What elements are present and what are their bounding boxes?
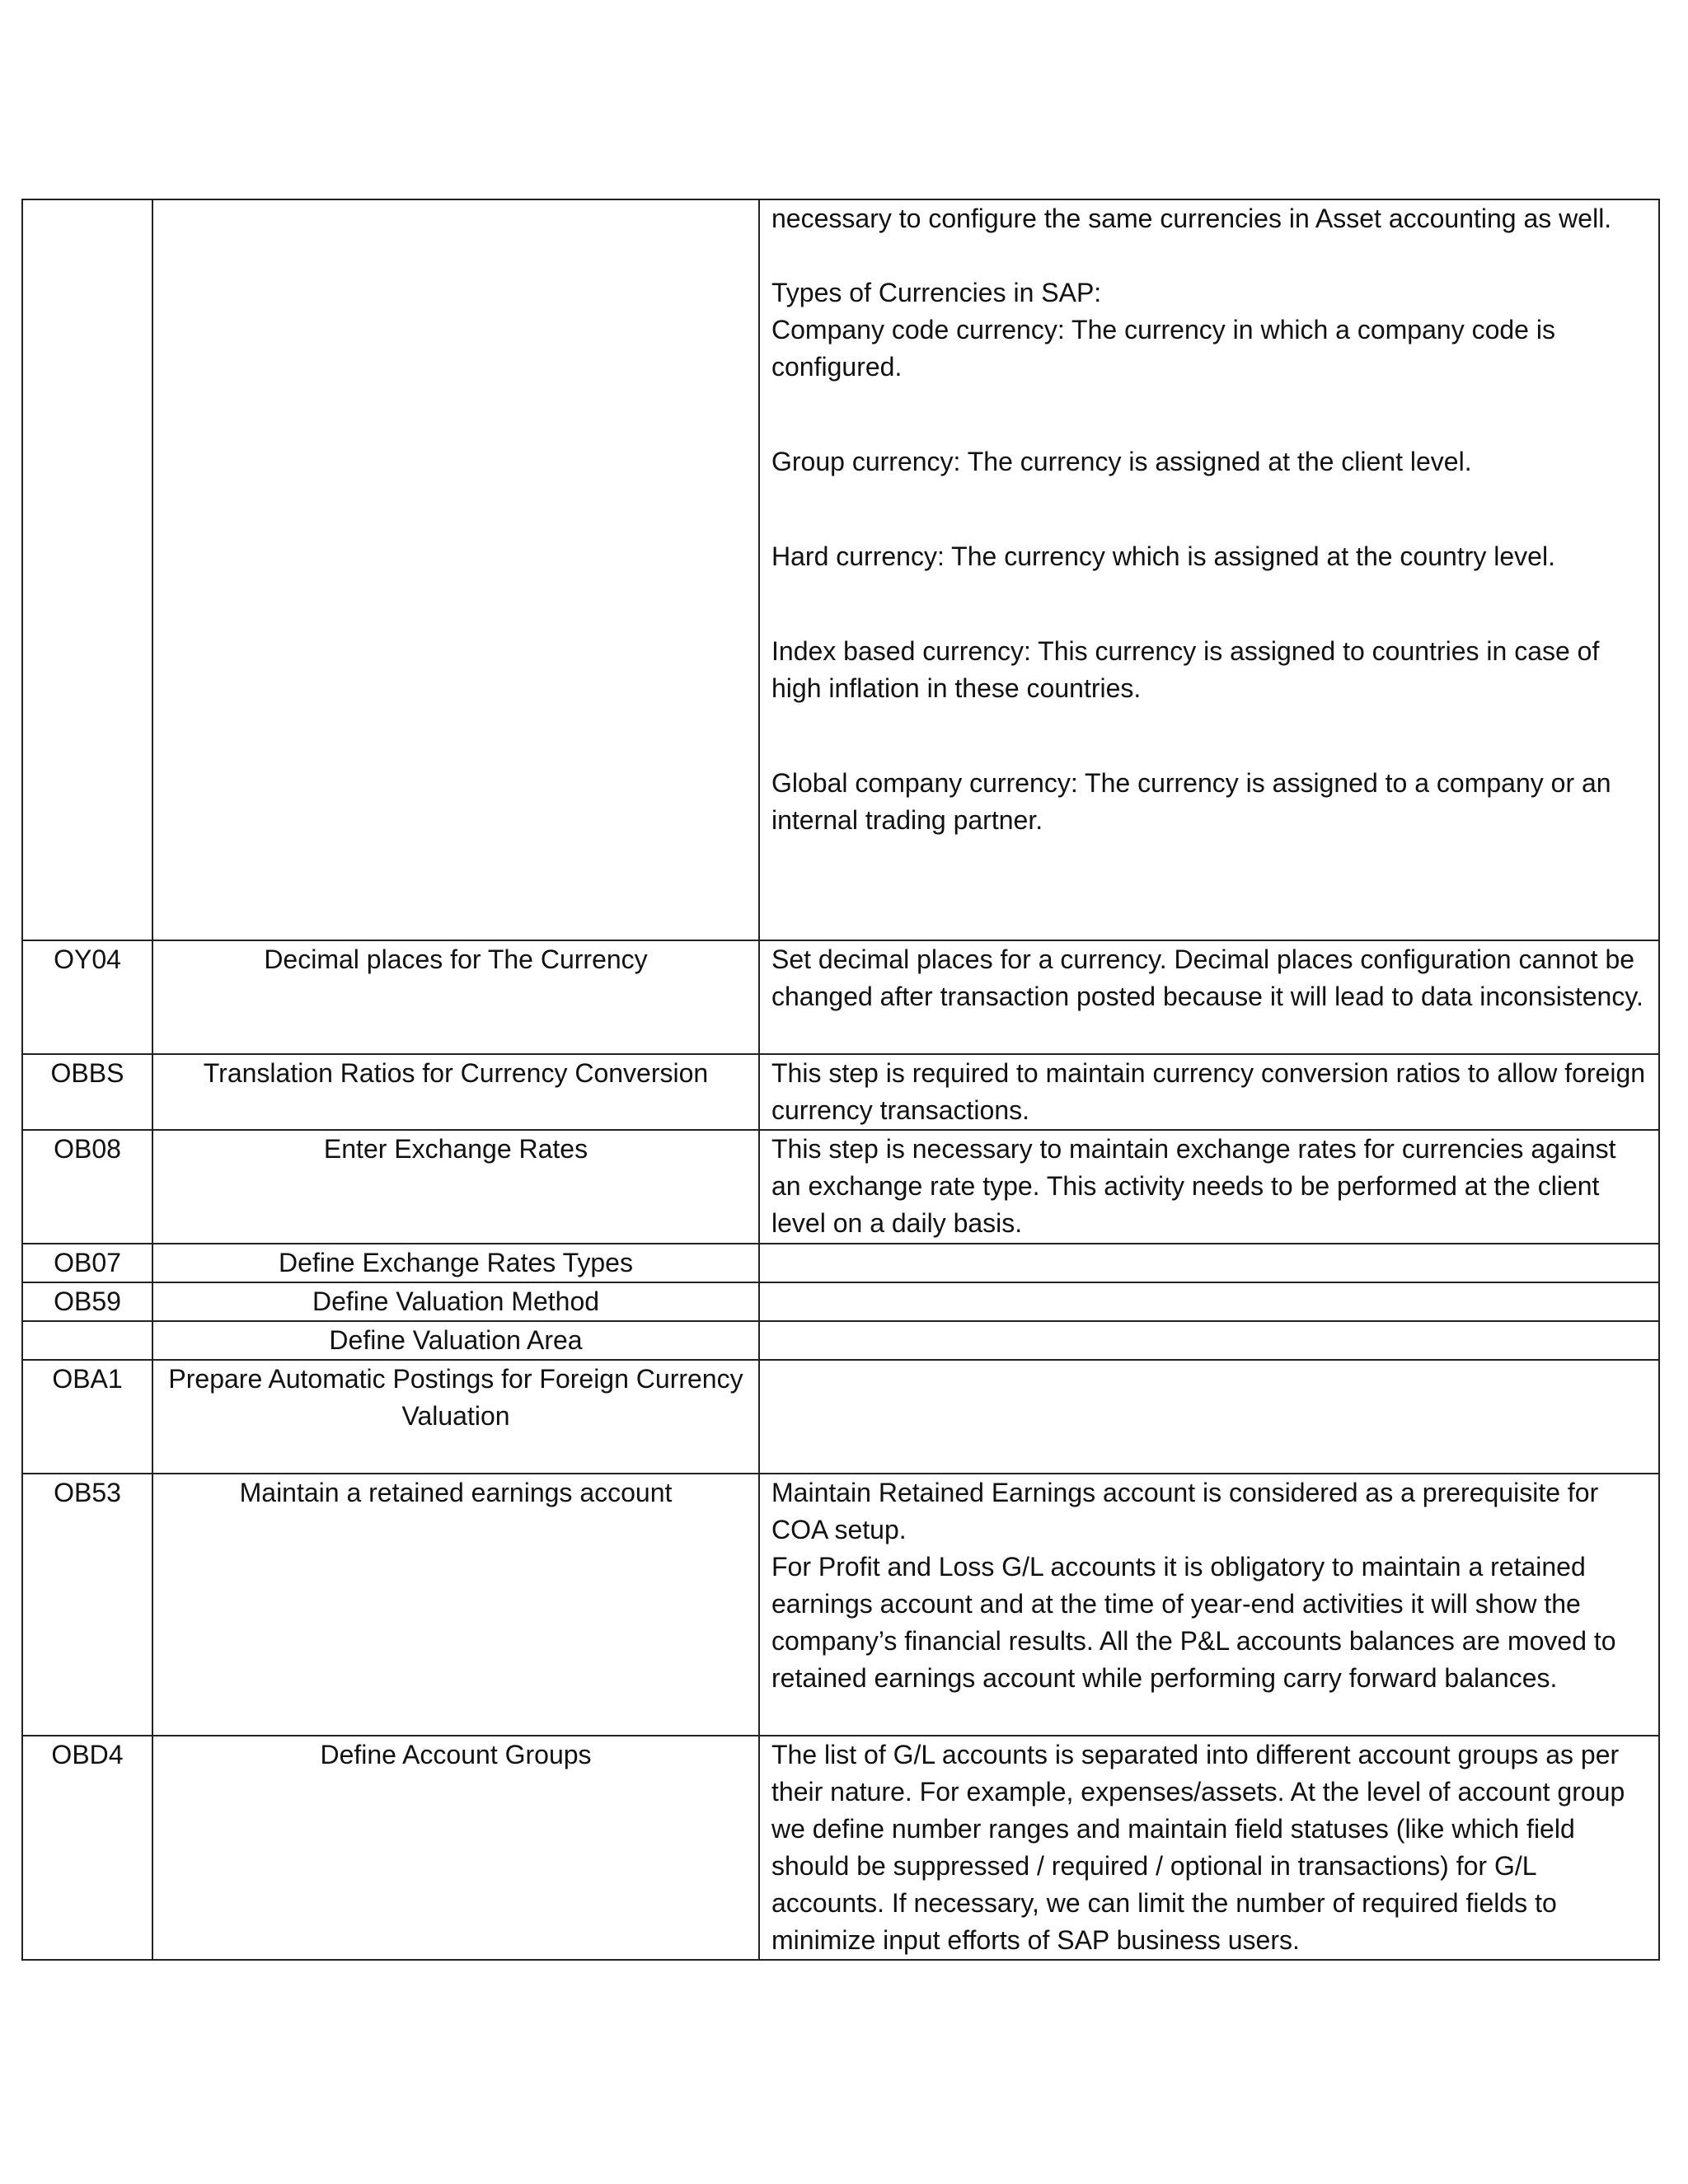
- description: [759, 940, 1659, 1054]
- transaction-code: OB53: [22, 1474, 152, 1736]
- description-text: The list of G/L accounts is separated into different account groups as per their nature. For example, expenses/assets. At the level of account group we define number ranges and maintain field statuses (like which field should be suppressed / required / optional in transactions) for G/L accounts. If necessary, we can limit the number of required fields to minimize input efforts of SAP business users.: [771, 1740, 1625, 1955]
- description: [759, 1736, 1659, 1960]
- table-row: [22, 1130, 1659, 1244]
- description-text: This step is necessary to maintain exchange rates for currencies against an exchange rate type. This activity needs to be performed at the client level on a daily basis.: [771, 1134, 1616, 1238]
- description: [759, 1282, 1659, 1321]
- description-text: Global company currency: The currency is assigned to a company or an internal trading partner.: [771, 768, 1611, 835]
- description-text: Group currency: The currency is assigned at the client level.: [771, 447, 1472, 476]
- description-text: For Profit and Loss G/L accounts it is obligatory to maintain a retained earnings account and at the time of year-end activities it will show the company’s financial results. All the P&L accounts balances are moved to retained earnings account while performing carry forward balances.: [771, 1552, 1616, 1693]
- table-row: [22, 1321, 1659, 1360]
- transaction-code: [22, 199, 152, 940]
- activity-name: Translation Ratios for Currency Conversion: [152, 1054, 759, 1130]
- transaction-code: OB08: [22, 1130, 152, 1244]
- description-text: Index based currency: This currency is assigned to countries in case of high inflation in these countries.: [771, 636, 1600, 703]
- transaction-code: OB59: [22, 1282, 152, 1321]
- table-row: [22, 1736, 1659, 1960]
- table-row: [22, 940, 1659, 1054]
- table-row: [22, 199, 1659, 940]
- transaction-code: OB07: [22, 1244, 152, 1282]
- description-text: necessary to configure the same currencies in Asset accounting as well.: [771, 204, 1612, 233]
- description-text: Hard currency: The currency which is assigned at the country level.: [771, 541, 1555, 571]
- description: [759, 1130, 1659, 1244]
- transaction-code: [22, 1321, 152, 1360]
- description-text: Company code currency: The currency in which a company code is configured.: [771, 315, 1555, 382]
- description: [759, 1054, 1659, 1130]
- description: [759, 199, 1659, 940]
- description-text: This step is required to maintain currency conversion ratios to allow foreign currency transactions.: [771, 1058, 1646, 1125]
- activity-name: Maintain a retained earnings account: [152, 1474, 759, 1736]
- activity-name: Decimal places for The Currency: [152, 940, 759, 1054]
- activity-name: [152, 199, 759, 940]
- description: [759, 1244, 1659, 1282]
- table-row: [22, 1474, 1659, 1736]
- description: [759, 1474, 1659, 1736]
- table-row: [22, 1282, 1659, 1321]
- activity-name: Define Account Groups: [152, 1736, 759, 1960]
- transaction-table: [21, 199, 1660, 1961]
- description: [759, 1321, 1659, 1360]
- transaction-code: OBD4: [22, 1736, 152, 1960]
- activity-name: Define Valuation Area: [152, 1321, 759, 1360]
- transaction-code: OBA1: [22, 1360, 152, 1474]
- activity-name: Define Valuation Method: [152, 1282, 759, 1321]
- table-row: [22, 1054, 1659, 1130]
- transaction-code: OY04: [22, 940, 152, 1054]
- description-text: Maintain Retained Earnings account is considered as a prerequisite for COA setup.: [771, 1478, 1599, 1544]
- description: [759, 1360, 1659, 1474]
- activity-name: Enter Exchange Rates: [152, 1130, 759, 1244]
- description-text: Set decimal places for a currency. Decimal places configuration cannot be changed after transaction posted because it will lead to data inconsistency.: [771, 944, 1643, 1011]
- transaction-code: OBBS: [22, 1054, 152, 1130]
- description-text: Types of Currencies in SAP:: [771, 278, 1102, 307]
- table-row: [22, 1360, 1659, 1474]
- activity-name: Prepare Automatic Postings for Foreign Currency Valuation: [152, 1360, 759, 1474]
- activity-name: Define Exchange Rates Types: [152, 1244, 759, 1282]
- table-row: [22, 1244, 1659, 1282]
